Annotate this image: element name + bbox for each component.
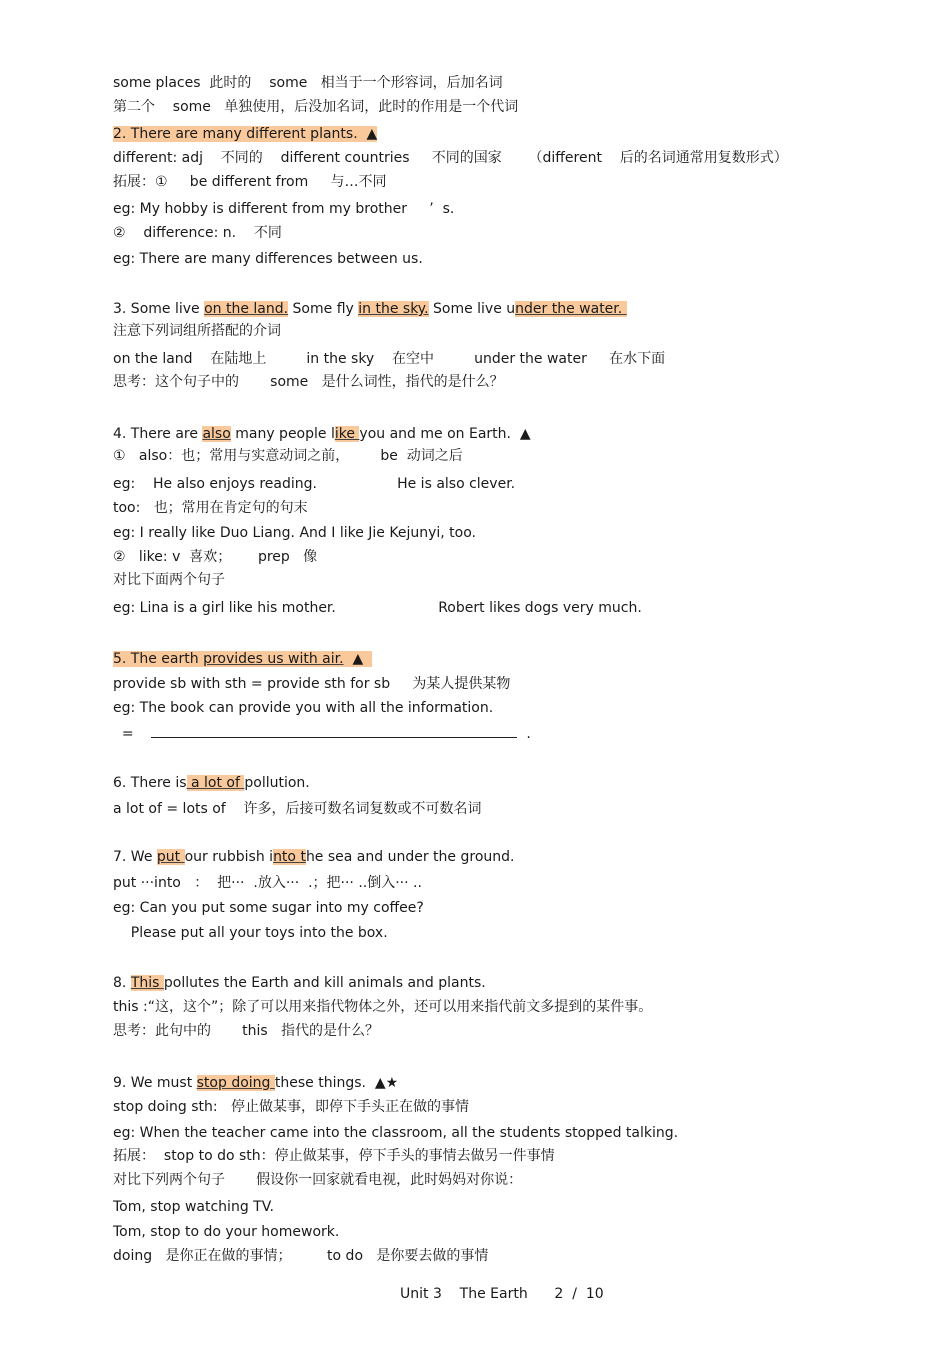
example-provide: eg: The book can provide you with all the information. [113, 700, 494, 716]
fill-in-line: = . [113, 726, 531, 742]
note-put-into: put ···into ： 把··· .放入··· .；把··· ..倒入··· .. [113, 875, 422, 891]
note-also: ① also：也；常用与实意动词之前， be 动词之后 [113, 448, 463, 464]
note-provide: provide sb with sth = provide sth for sb 为某人提供某物 [113, 676, 511, 692]
note-compare-stop: 对比下列两个句子 假设你一回家就看电视，此时妈妈对你说： [113, 1172, 523, 1188]
sentence-2 [113, 125, 377, 143]
note-too: too: 也；常用在肯定句的句末 [113, 500, 308, 516]
phrase-on-the-land: on the land. [204, 301, 289, 317]
note-stop-to-do: 拓展： stop to do sth：停止做某事，停下手头的事情去做另一件事情 [113, 1148, 555, 1164]
phrase-stop-doing: stop doing [196, 1075, 275, 1091]
sentence-2-highlight: 2. There are many different plants. ▲ [113, 126, 378, 142]
note-stop-doing: stop doing sth: 停止做某事，即停下手头正在做的事情 [113, 1099, 469, 1115]
note-prepositions: 注意下列词组所搭配的介词 [113, 323, 281, 339]
sentence-7: 7. We put our rubbish into the sea and under the ground. [113, 849, 515, 865]
question-some: 思考：这个句子中的 some 是什么词性，指代的是什么？ [113, 374, 504, 390]
sentence-8: 8. This pollutes the Earth and kill animals and plants. [113, 975, 486, 991]
phrase-a-lot-of: a lot of [186, 775, 245, 791]
word-like: ike [334, 426, 360, 442]
word-also: also [202, 426, 231, 442]
sentence-6: 6. There is a lot of pollution. [113, 775, 310, 791]
word-into: nto t [273, 849, 306, 865]
phrase-provides-us-with-air: provides us with air. [203, 651, 344, 667]
sentence-4: 4. There are also many people like you and me on Earth. ▲ [113, 426, 531, 442]
example-too: eg: I really like Duo Liang. And I like Jie Kejunyi, too. [113, 525, 476, 541]
example-also: eg: He also enjoys reading. He is also clever. [113, 476, 516, 492]
example-stop-watching: Tom, stop watching TV. [113, 1199, 274, 1215]
sentence-5-highlight: 5. The earth provides us with air. ▲ [113, 651, 373, 667]
note-different-adj: different: adj 不同的 different countries 不同的国家 （different 后的名词通常用复数形式） [113, 150, 788, 166]
example-like: eg: Lina is a girl like his mother. Robert likes dogs very much. [113, 600, 642, 616]
word-put: put [156, 849, 185, 865]
page-footer: Unit 3 The Earth 2 / 10 [400, 1286, 604, 1302]
prepositions-list: on the land 在陆地上 in the sky 在空中 under the water 在水下面 [113, 351, 666, 367]
example-toys: Please put all your toys into the box. [113, 925, 388, 941]
phrase-under-the-water: nder the water. [515, 301, 627, 317]
note-different-from: 拓展：① be different from 与…不同 [113, 174, 387, 190]
note-doing-vs-to-do: doing 是你正在做的事情； to do 是你要去做的事情 [113, 1248, 489, 1264]
sentence-3: 3. Some live on the land. Some fly in the sky. Some live under the water. [113, 301, 627, 317]
note-some-pronoun: 第二个 some 单独使用，后没加名词，此时的作用是一个代词 [113, 99, 519, 115]
question-this: 思考：此句中的 this 指代的是什么？ [113, 1023, 380, 1039]
note-some-adjective: some places 此时的 some 相当于一个形容词，后加名词 [113, 75, 503, 91]
answer-blank[interactable] [151, 725, 517, 738]
example-sugar: eg: Can you put some sugar into my coffee? [113, 900, 424, 916]
note-difference: ② difference: n. 不同 [113, 225, 282, 241]
example-hobby: eg: My hobby is different from my brother ’ s. [113, 201, 455, 217]
sentence-5 [113, 650, 372, 668]
phrase-in-the-sky: in the sky. [358, 301, 429, 317]
note-compare: 对比下面两个句子 [113, 572, 225, 588]
sentence-9: 9. We must stop doing these things. ▲★ [113, 1075, 399, 1091]
note-a-lot-of: a lot of = lots of 许多，后接可数名词复数或不可数名词 [113, 801, 482, 817]
note-like: ② like: v 喜欢； prep 像 [113, 549, 318, 565]
word-this: This [130, 975, 164, 991]
example-stop-to-do: Tom, stop to do your homework. [113, 1224, 340, 1240]
example-stop-talking: eg: When the teacher came into the classroom, all the students stopped talking. [113, 1125, 679, 1141]
example-differences: eg: There are many differences between us. [113, 251, 423, 267]
note-this: this :“这，这个”；除了可以用来指代物体之外，还可以用来指代前文多提到的某件事。 [113, 999, 653, 1015]
